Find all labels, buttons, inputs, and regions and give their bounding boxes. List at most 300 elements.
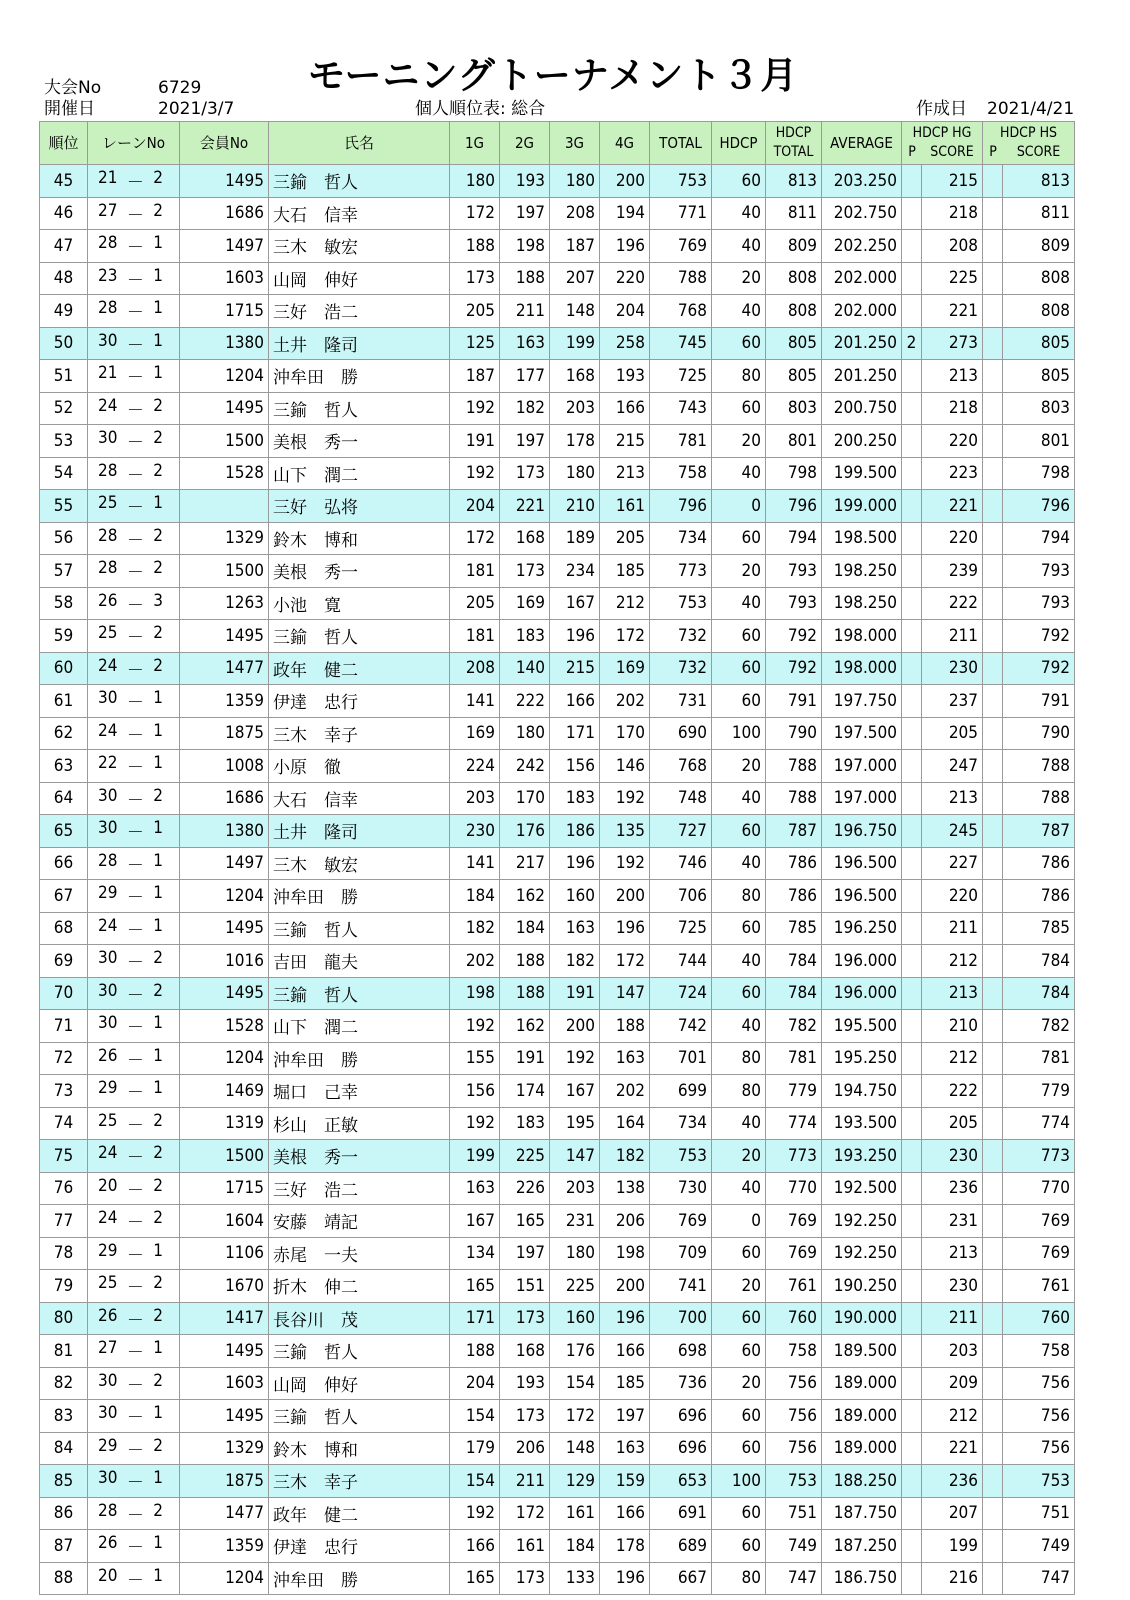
hdcp-cell: 60 bbox=[712, 912, 766, 945]
lane-dash: － bbox=[126, 660, 144, 681]
lane-cell bbox=[88, 620, 180, 653]
game-3-cell: 210 bbox=[550, 490, 600, 523]
hdcp-total-cell: 785 bbox=[766, 912, 822, 945]
lane-dash: － bbox=[126, 920, 144, 941]
hs-score-cell: 808 bbox=[1003, 295, 1075, 328]
hs-score-cell: 760 bbox=[1003, 1302, 1075, 1335]
lane-lane-b: 2 bbox=[153, 980, 163, 1001]
lane-lane-a: 30 bbox=[98, 1013, 118, 1034]
header-hdcp-total-line1: HDCP bbox=[775, 125, 812, 141]
game-4-cell: 166 bbox=[600, 1335, 650, 1368]
hdcp-cell: 40 bbox=[712, 1010, 766, 1043]
member-no-cell: 1500 bbox=[180, 1140, 269, 1173]
lane-lane-b: 1 bbox=[153, 850, 163, 871]
name-cell: 小池 寛 bbox=[269, 587, 450, 620]
game-2-cell: 183 bbox=[500, 620, 550, 653]
hdcp-cell: 80 bbox=[712, 1075, 766, 1108]
average-cell: 201.250 bbox=[822, 327, 902, 360]
total-cell: 700 bbox=[650, 1302, 712, 1335]
table-row bbox=[40, 1140, 1075, 1173]
hs-score-cell: 792 bbox=[1003, 620, 1075, 653]
game-4-cell: 172 bbox=[600, 945, 650, 978]
game-4-cell: 170 bbox=[600, 717, 650, 750]
hdcp-total-cell: 749 bbox=[766, 1530, 822, 1563]
table-row bbox=[40, 392, 1075, 425]
hdcp-cell: 60 bbox=[712, 1237, 766, 1270]
name-cell: 三好 浩二 bbox=[269, 1172, 450, 1205]
lane-dash: － bbox=[126, 1050, 144, 1071]
table-row bbox=[40, 555, 1075, 588]
lane-lane-b: 2 bbox=[153, 1175, 163, 1196]
name-cell: 山下 潤二 bbox=[269, 457, 450, 490]
rank-cell: 72 bbox=[40, 1042, 88, 1075]
rank-cell: 59 bbox=[40, 620, 88, 653]
hg-score-cell: 213 bbox=[922, 360, 983, 393]
name-cell: 三木 幸子 bbox=[269, 1465, 450, 1498]
hdcp-total-cell: 787 bbox=[766, 815, 822, 848]
game-1-cell: 172 bbox=[450, 522, 500, 555]
table-row bbox=[40, 1270, 1075, 1303]
name-cell: 三鍮 哲人 bbox=[269, 620, 450, 653]
game-4-cell: 146 bbox=[600, 750, 650, 783]
game-1-cell: 156 bbox=[450, 1075, 500, 1108]
hg-score-cell: 223 bbox=[922, 457, 983, 490]
member-no-cell: 1495 bbox=[180, 392, 269, 425]
hg-score-cell: 210 bbox=[922, 1010, 983, 1043]
hdcp-cell: 0 bbox=[712, 490, 766, 523]
game-4-cell: 215 bbox=[600, 425, 650, 458]
hg-score-cell: 218 bbox=[922, 392, 983, 425]
hdcp-cell: 40 bbox=[712, 295, 766, 328]
hg-score-cell: 209 bbox=[922, 1367, 983, 1400]
average-cell: 200.750 bbox=[822, 392, 902, 425]
hdcp-total-cell: 769 bbox=[766, 1237, 822, 1270]
hs-score-cell: 779 bbox=[1003, 1075, 1075, 1108]
lane-cell bbox=[88, 1107, 180, 1140]
header-hs-line1: HDCP HS bbox=[1000, 125, 1058, 141]
total-cell: 727 bbox=[650, 815, 712, 848]
table-row bbox=[40, 1367, 1075, 1400]
name-cell: 鈴木 博和 bbox=[269, 1432, 450, 1465]
total-cell: 788 bbox=[650, 262, 712, 295]
lane-dash: － bbox=[126, 368, 144, 389]
game-4-cell: 196 bbox=[600, 1302, 650, 1335]
hs-score-cell: 751 bbox=[1003, 1497, 1075, 1530]
game-2-cell: 161 bbox=[500, 1530, 550, 1563]
hdcp-total-cell: 779 bbox=[766, 1075, 822, 1108]
hg-p-cell bbox=[902, 1010, 922, 1043]
member-no-cell: 1875 bbox=[180, 1465, 269, 1498]
hs-score-cell: 792 bbox=[1003, 652, 1075, 685]
hg-p-cell bbox=[902, 1432, 922, 1465]
hg-score-cell: 213 bbox=[922, 977, 983, 1010]
hg-p-cell bbox=[902, 1237, 922, 1270]
rank-cell: 71 bbox=[40, 1010, 88, 1043]
hdcp-cell: 40 bbox=[712, 1172, 766, 1205]
total-cell: 696 bbox=[650, 1432, 712, 1465]
lane-cell bbox=[88, 717, 180, 750]
game-1-cell: 202 bbox=[450, 945, 500, 978]
name-cell: 折木 伸二 bbox=[269, 1270, 450, 1303]
game-1-cell: 191 bbox=[450, 425, 500, 458]
lane-lane-a: 20 bbox=[98, 1175, 118, 1196]
lane-lane-b: 2 bbox=[153, 1305, 163, 1326]
table-row bbox=[40, 230, 1075, 263]
lane-lane-a: 26 bbox=[98, 1045, 118, 1066]
game-2-cell: 188 bbox=[500, 262, 550, 295]
hs-p-cell bbox=[983, 1010, 1003, 1043]
name-cell: 三木 敏宏 bbox=[269, 847, 450, 880]
average-cell: 202.750 bbox=[822, 197, 902, 230]
header-lane: レーンNo bbox=[88, 122, 180, 165]
lane-dash: － bbox=[126, 790, 144, 811]
rank-cell: 78 bbox=[40, 1237, 88, 1270]
game-3-cell: 184 bbox=[550, 1530, 600, 1563]
rank-cell: 62 bbox=[40, 717, 88, 750]
game-1-cell: 163 bbox=[450, 1172, 500, 1205]
member-no-cell: 1686 bbox=[180, 197, 269, 230]
hdcp-cell: 40 bbox=[712, 945, 766, 978]
table-row bbox=[40, 912, 1075, 945]
hdcp-total-cell: 756 bbox=[766, 1367, 822, 1400]
member-no-cell: 1469 bbox=[180, 1075, 269, 1108]
name-cell: 杉山 正敏 bbox=[269, 1107, 450, 1140]
table-row bbox=[40, 945, 1075, 978]
game-4-cell: 258 bbox=[600, 327, 650, 360]
hg-p-cell bbox=[902, 1270, 922, 1303]
game-4-cell: 200 bbox=[600, 880, 650, 913]
lane-dash: － bbox=[126, 855, 144, 876]
name-cell: 沖牟田 勝 bbox=[269, 1562, 450, 1595]
total-cell: 734 bbox=[650, 522, 712, 555]
total-cell: 773 bbox=[650, 555, 712, 588]
hdcp-total-cell: 794 bbox=[766, 522, 822, 555]
table-row bbox=[40, 1075, 1075, 1108]
hdcp-total-cell: 805 bbox=[766, 360, 822, 393]
hg-score-cell: 220 bbox=[922, 522, 983, 555]
game-3-cell: 231 bbox=[550, 1205, 600, 1238]
total-cell: 745 bbox=[650, 327, 712, 360]
hs-p-cell bbox=[983, 750, 1003, 783]
lane-lane-a: 26 bbox=[98, 1305, 118, 1326]
hs-score-cell: 781 bbox=[1003, 1042, 1075, 1075]
header-name: 氏名 bbox=[269, 122, 450, 165]
average-cell: 193.250 bbox=[822, 1140, 902, 1173]
hg-score-cell: 211 bbox=[922, 1302, 983, 1335]
lane-lane-a: 24 bbox=[98, 655, 118, 676]
hs-score-cell: 756 bbox=[1003, 1367, 1075, 1400]
game-3-cell: 180 bbox=[550, 457, 600, 490]
hdcp-total-cell: 798 bbox=[766, 457, 822, 490]
hg-score-cell: 211 bbox=[922, 912, 983, 945]
rank-cell: 68 bbox=[40, 912, 88, 945]
header-hdcp-total bbox=[766, 122, 822, 165]
game-3-cell: 196 bbox=[550, 620, 600, 653]
lane-dash: － bbox=[126, 400, 144, 421]
game-2-cell: 173 bbox=[500, 555, 550, 588]
game-4-cell: 159 bbox=[600, 1465, 650, 1498]
lane-lane-b: 1 bbox=[153, 753, 163, 774]
lane-lane-a: 30 bbox=[98, 1403, 118, 1424]
average-cell: 189.500 bbox=[822, 1335, 902, 1368]
lane-cell bbox=[88, 1140, 180, 1173]
total-cell: 769 bbox=[650, 230, 712, 263]
game-1-cell: 154 bbox=[450, 1400, 500, 1433]
game-3-cell: 183 bbox=[550, 782, 600, 815]
rank-cell: 69 bbox=[40, 945, 88, 978]
hg-score-cell: 208 bbox=[922, 230, 983, 263]
lane-lane-a: 24 bbox=[98, 395, 118, 416]
lane-lane-b: 2 bbox=[153, 1273, 163, 1294]
lane-lane-a: 26 bbox=[98, 590, 118, 611]
total-cell: 768 bbox=[650, 750, 712, 783]
table-row bbox=[40, 880, 1075, 913]
hg-p-cell bbox=[902, 1107, 922, 1140]
name-cell: 三好 弘将 bbox=[269, 490, 450, 523]
lane-lane-a: 24 bbox=[98, 915, 118, 936]
table-row bbox=[40, 262, 1075, 295]
game-1-cell: 171 bbox=[450, 1302, 500, 1335]
name-cell: 山岡 伸好 bbox=[269, 262, 450, 295]
game-4-cell: 169 bbox=[600, 652, 650, 685]
game-3-cell: 148 bbox=[550, 1432, 600, 1465]
game-2-cell: 197 bbox=[500, 197, 550, 230]
game-2-cell: 198 bbox=[500, 230, 550, 263]
page-title: モーニングトーナメント３月 bbox=[308, 54, 799, 97]
lane-lane-b: 2 bbox=[153, 1110, 163, 1131]
hs-p-cell bbox=[983, 1237, 1003, 1270]
member-no-cell: 1497 bbox=[180, 230, 269, 263]
total-cell: 732 bbox=[650, 620, 712, 653]
hdcp-cell: 60 bbox=[712, 1335, 766, 1368]
name-cell: 堀口 己幸 bbox=[269, 1075, 450, 1108]
name-cell: 政年 健二 bbox=[269, 1497, 450, 1530]
average-cell: 197.000 bbox=[822, 750, 902, 783]
hg-p-cell bbox=[902, 1367, 922, 1400]
lane-cell bbox=[88, 295, 180, 328]
member-no-cell: 1495 bbox=[180, 1335, 269, 1368]
total-cell: 689 bbox=[650, 1530, 712, 1563]
hdcp-cell: 60 bbox=[712, 1400, 766, 1433]
game-3-cell: 203 bbox=[550, 1172, 600, 1205]
lane-cell bbox=[88, 327, 180, 360]
member-no-cell: 1500 bbox=[180, 425, 269, 458]
table-row bbox=[40, 457, 1075, 490]
hdcp-cell: 60 bbox=[712, 522, 766, 555]
hg-p-cell bbox=[902, 360, 922, 393]
average-cell: 197.750 bbox=[822, 685, 902, 718]
lane-dash: － bbox=[126, 498, 144, 519]
hs-score-cell: 785 bbox=[1003, 912, 1075, 945]
lane-lane-a: 22 bbox=[98, 753, 118, 774]
lane-dash: － bbox=[126, 238, 144, 259]
hdcp-total-cell: 811 bbox=[766, 197, 822, 230]
lane-dash: － bbox=[126, 1408, 144, 1429]
hg-score-cell: 237 bbox=[922, 685, 983, 718]
game-1-cell: 180 bbox=[450, 165, 500, 198]
lane-lane-a: 28 bbox=[98, 850, 118, 871]
header-hg-p: P bbox=[908, 144, 916, 160]
game-4-cell: 198 bbox=[600, 1237, 650, 1270]
member-no-cell: 1204 bbox=[180, 880, 269, 913]
table-row bbox=[40, 1432, 1075, 1465]
game-3-cell: 203 bbox=[550, 392, 600, 425]
rank-cell: 77 bbox=[40, 1205, 88, 1238]
hdcp-total-cell: 747 bbox=[766, 1562, 822, 1595]
lane-cell bbox=[88, 782, 180, 815]
hg-score-cell: 230 bbox=[922, 1270, 983, 1303]
game-3-cell: 154 bbox=[550, 1367, 600, 1400]
total-cell: 743 bbox=[650, 392, 712, 425]
total-cell: 691 bbox=[650, 1497, 712, 1530]
average-cell: 189.000 bbox=[822, 1367, 902, 1400]
lane-lane-b: 1 bbox=[153, 330, 163, 351]
lane-dash: － bbox=[126, 1440, 144, 1461]
member-no-cell: 1495 bbox=[180, 165, 269, 198]
hdcp-cell: 80 bbox=[712, 1042, 766, 1075]
lane-cell bbox=[88, 1562, 180, 1595]
hs-p-cell bbox=[983, 587, 1003, 620]
member-no-cell: 1204 bbox=[180, 360, 269, 393]
table-row bbox=[40, 1172, 1075, 1205]
lane-dash: － bbox=[126, 628, 144, 649]
hs-score-cell: 787 bbox=[1003, 815, 1075, 848]
total-cell: 690 bbox=[650, 717, 712, 750]
hdcp-cell: 60 bbox=[712, 327, 766, 360]
hs-p-cell bbox=[983, 815, 1003, 848]
header-hg-line1: HDCP HG bbox=[912, 125, 972, 141]
hg-p-cell bbox=[902, 1140, 922, 1173]
ranking-table bbox=[39, 121, 1075, 1595]
lane-lane-a: 30 bbox=[98, 1468, 118, 1489]
table-row bbox=[40, 1465, 1075, 1498]
hs-score-cell: 756 bbox=[1003, 1400, 1075, 1433]
name-cell: 山下 潤二 bbox=[269, 1010, 450, 1043]
lane-dash: － bbox=[126, 1115, 144, 1136]
rank-cell: 75 bbox=[40, 1140, 88, 1173]
total-cell: 732 bbox=[650, 652, 712, 685]
hg-p-cell bbox=[902, 587, 922, 620]
hs-score-cell: 753 bbox=[1003, 1465, 1075, 1498]
hg-score-cell: 203 bbox=[922, 1335, 983, 1368]
lane-dash: － bbox=[126, 1375, 144, 1396]
average-cell: 195.250 bbox=[822, 1042, 902, 1075]
game-4-cell: 194 bbox=[600, 197, 650, 230]
name-cell: 三木 幸子 bbox=[269, 717, 450, 750]
game-1-cell: 208 bbox=[450, 652, 500, 685]
hs-p-cell bbox=[983, 425, 1003, 458]
hdcp-total-cell: 753 bbox=[766, 1465, 822, 1498]
hdcp-total-cell: 782 bbox=[766, 1010, 822, 1043]
hdcp-total-cell: 808 bbox=[766, 262, 822, 295]
hg-p-cell bbox=[902, 165, 922, 198]
rank-cell: 80 bbox=[40, 1302, 88, 1335]
game-1-cell: 199 bbox=[450, 1140, 500, 1173]
rank-cell: 61 bbox=[40, 685, 88, 718]
hg-p-cell bbox=[902, 685, 922, 718]
lane-cell bbox=[88, 1335, 180, 1368]
hdcp-total-cell: 760 bbox=[766, 1302, 822, 1335]
hdcp-total-cell: 756 bbox=[766, 1432, 822, 1465]
game-2-cell: 162 bbox=[500, 880, 550, 913]
lane-lane-b: 2 bbox=[153, 168, 163, 189]
hs-score-cell: 808 bbox=[1003, 262, 1075, 295]
total-cell: 753 bbox=[650, 1140, 712, 1173]
hs-p-cell bbox=[983, 620, 1003, 653]
hdcp-cell: 40 bbox=[712, 782, 766, 815]
lane-cell bbox=[88, 685, 180, 718]
game-3-cell: 207 bbox=[550, 262, 600, 295]
game-3-cell: 156 bbox=[550, 750, 600, 783]
lane-lane-b: 1 bbox=[153, 915, 163, 936]
hg-score-cell: 236 bbox=[922, 1465, 983, 1498]
hg-score-cell: 211 bbox=[922, 620, 983, 653]
hg-score-cell: 273 bbox=[922, 327, 983, 360]
game-3-cell: 196 bbox=[550, 847, 600, 880]
lane-dash: － bbox=[126, 465, 144, 486]
game-1-cell: 187 bbox=[450, 360, 500, 393]
lane-cell bbox=[88, 815, 180, 848]
total-cell: 753 bbox=[650, 587, 712, 620]
hs-score-cell: 770 bbox=[1003, 1172, 1075, 1205]
member-no-cell: 1417 bbox=[180, 1302, 269, 1335]
hdcp-total-cell: 784 bbox=[766, 977, 822, 1010]
name-cell: 大石 信幸 bbox=[269, 782, 450, 815]
lane-lane-b: 1 bbox=[153, 1565, 163, 1586]
name-cell: 三好 浩二 bbox=[269, 295, 450, 328]
event-date: 2021/3/7 bbox=[158, 99, 235, 119]
member-no-cell: 1204 bbox=[180, 1562, 269, 1595]
game-2-cell: 197 bbox=[500, 1237, 550, 1270]
game-4-cell: 205 bbox=[600, 522, 650, 555]
member-no-cell: 1477 bbox=[180, 652, 269, 685]
hg-p-cell bbox=[902, 1335, 922, 1368]
hdcp-total-cell: 773 bbox=[766, 1140, 822, 1173]
hg-score-cell: 212 bbox=[922, 945, 983, 978]
name-cell: 三鍮 哲人 bbox=[269, 1335, 450, 1368]
hdcp-total-cell: 774 bbox=[766, 1107, 822, 1140]
hdcp-total-cell: 792 bbox=[766, 652, 822, 685]
lane-lane-b: 2 bbox=[153, 948, 163, 969]
hdcp-cell: 0 bbox=[712, 1205, 766, 1238]
lane-lane-a: 30 bbox=[98, 330, 118, 351]
name-cell: 政年 健二 bbox=[269, 652, 450, 685]
game-1-cell: 155 bbox=[450, 1042, 500, 1075]
lane-cell bbox=[88, 522, 180, 555]
total-cell: 742 bbox=[650, 1010, 712, 1043]
member-no-cell: 1380 bbox=[180, 327, 269, 360]
rank-cell: 54 bbox=[40, 457, 88, 490]
member-no-cell: 1528 bbox=[180, 457, 269, 490]
hg-score-cell: 212 bbox=[922, 1042, 983, 1075]
hdcp-total-cell: 761 bbox=[766, 1270, 822, 1303]
game-4-cell: 138 bbox=[600, 1172, 650, 1205]
lane-cell bbox=[88, 945, 180, 978]
hs-score-cell: 773 bbox=[1003, 1140, 1075, 1173]
hdcp-cell: 60 bbox=[712, 1302, 766, 1335]
game-4-cell: 163 bbox=[600, 1432, 650, 1465]
hg-score-cell: 205 bbox=[922, 717, 983, 750]
hdcp-cell: 40 bbox=[712, 230, 766, 263]
hs-p-cell bbox=[983, 685, 1003, 718]
game-4-cell: 185 bbox=[600, 555, 650, 588]
average-cell: 198.000 bbox=[822, 652, 902, 685]
hdcp-total-cell: 803 bbox=[766, 392, 822, 425]
lane-lane-b: 2 bbox=[153, 1370, 163, 1391]
lane-lane-b: 3 bbox=[153, 590, 163, 611]
lane-lane-a: 28 bbox=[98, 525, 118, 546]
header-hdcp: HDCP bbox=[712, 122, 766, 165]
